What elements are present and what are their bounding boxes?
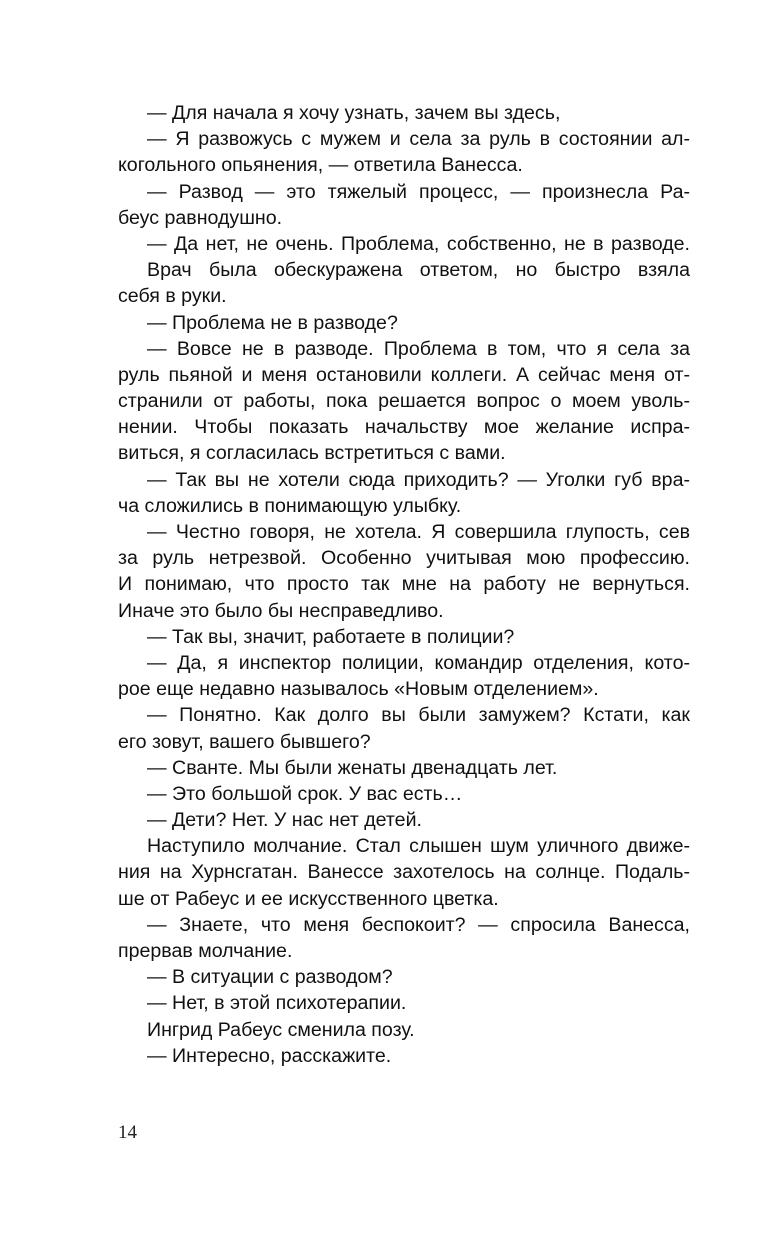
- text-line: — Знаете, что меня беспокоит? — спросила Ванесса,: [147, 913, 690, 936]
- text-line: виться, я согласилась встретиться с вами.: [118, 442, 506, 465]
- text-line: — Понятно. Как долго вы были замужем? Кстати, как: [147, 704, 690, 727]
- text-line: — Вовсе не в разводе. Проблема в том, что я села за: [147, 337, 690, 360]
- text-line: — Проблема не в разводе?: [147, 311, 398, 334]
- text-line: И понимаю, что просто так мне на работу не вернуться.: [118, 573, 690, 596]
- text-line: — Сванте. Мы были женаты двенадцать лет.: [147, 756, 558, 779]
- text-line: Врач была обескуражена ответом, но быстро взяла: [147, 259, 690, 282]
- text-line: ния на Хурнсгатан. Ванессе захотелось на солнце. Подаль-: [118, 861, 690, 884]
- text-line: — Честно говоря, не хотела. Я совершила глупость, сев: [147, 521, 690, 543]
- text-line: — Для начала я хочу узнать, зачем вы здесь,: [147, 102, 561, 124]
- text-line: странили от работы, пока решается вопрос о моем уволь-: [118, 390, 690, 413]
- text-line: — Так вы, значит, работаете в полиции?: [147, 625, 515, 648]
- page-number: 14: [118, 1122, 137, 1143]
- text-line: — В ситуации с разводом?: [147, 966, 393, 989]
- text-line: Иначе это было бы несправедливо.: [118, 599, 444, 622]
- text-line: — Так вы не хотели сюда приходить? — Уголки губ вра-: [147, 468, 690, 491]
- text-line: — Да нет, не очень. Проблема, собственно, не в разводе.: [147, 232, 690, 255]
- text-line: когольного опьянения, — ответила Ванесса.: [118, 154, 523, 177]
- text-line: руль пьяной и меня остановили коллеги. А сейчас меня от-: [118, 363, 690, 386]
- text-line: его зовут, вашего бывшего?: [118, 730, 371, 753]
- text-line: рое еще недавно называлось «Новым отделением».: [118, 678, 599, 701]
- text-line: за руль нетрезвой. Особенно учитывая мою профессию.: [118, 547, 690, 570]
- text-line: — Да, я инспектор полиции, командир отделения, кото-: [147, 651, 690, 674]
- text-line: — Интересно, расскажите.: [147, 1044, 392, 1067]
- text-line: — Нет, в этой психотерапии.: [147, 992, 407, 1015]
- text-line: ча сложились в понимающую улыбку.: [118, 494, 462, 517]
- text-line: прервав молчание.: [118, 940, 293, 962]
- text-line: нении. Чтобы показать начальству мое желание испра-: [118, 416, 690, 439]
- text-line: ше от Рабеус и ее искусственного цветка.: [118, 887, 499, 910]
- text-line: себя в руки.: [118, 285, 227, 308]
- text-line: — Развод — это тяжелый процесс, — произнесла Ра-: [147, 180, 690, 203]
- text-line: беус равнодушно.: [118, 206, 283, 229]
- text-line: — Дети? Нет. У нас нет детей.: [147, 809, 422, 832]
- text-line: — Я развожусь с мужем и села за руль в состоянии ал-: [147, 128, 690, 151]
- text-line: Наступило молчание. Стал слышен шум уличного движе-: [147, 835, 690, 858]
- text-line: — Это большой срок. У вас есть…: [147, 782, 463, 805]
- text-line: Ингрид Рабеус сменила позу.: [147, 1018, 415, 1041]
- page-body-text: [118, 100, 690, 1069]
